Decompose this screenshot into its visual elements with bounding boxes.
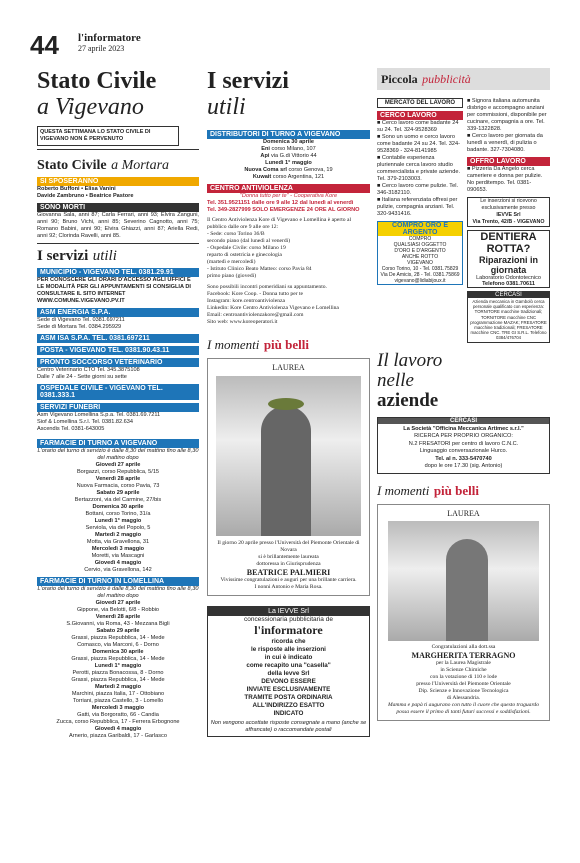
asm-line: Sede di Mortara Tel. 0384.295929 xyxy=(37,324,122,330)
farmacia-entry: Grassi, piazza Repubblica, 14 - Mede xyxy=(71,677,165,683)
ievve-ad-line: TRAMITE POSTA ORDINARIA xyxy=(244,694,333,701)
farmacia-entry: Grassi, piazza Repubblica, 14 - Mede xyxy=(71,635,165,641)
farmacia-entry: Motta, via Gravellona, 31 xyxy=(86,539,150,545)
laurea-label: LAUREA xyxy=(447,508,480,518)
momenti-title-accent: più belli xyxy=(433,482,479,498)
laurea-caption: Congratulazioni alla dott.ssa xyxy=(431,643,496,650)
funebri-header: SERVIZI FUNEBRI xyxy=(37,403,199,412)
cerco-item: ■ Cerco lavoro come pulizie. Tel. 346-3182110. xyxy=(377,183,458,196)
laurea-card xyxy=(377,504,550,721)
farmacia-day: Venerdì 28 aprile xyxy=(95,614,141,620)
distributore-entry xyxy=(207,146,370,153)
laurea-wishes: Vivissime congratulazioni e auguri per una brillante carriera. xyxy=(220,577,357,583)
distributore-address: corso Milano, 107 xyxy=(269,146,316,152)
ievve-ad-line: ricorda che xyxy=(271,638,306,645)
column-piccola-pubblicita xyxy=(377,68,550,721)
antiviolenza-line: Il Centro Antiviolenza Kore di Vigevano e Lomellina è aperto al pubblico dalle ore 9 alle ore 12: xyxy=(207,217,352,230)
person-silhouette xyxy=(261,406,311,536)
offro-header: OFFRO LAVORO xyxy=(467,157,550,166)
farmacia-entry: Grassi, piazza Repubblica, 14 - Mede xyxy=(71,656,165,662)
farmacia-day: Giovedì 4 maggio xyxy=(94,560,142,566)
compro-line: COMPRO xyxy=(408,236,432,242)
farmacia-day: Giovedì 27 aprile xyxy=(95,600,141,606)
distributore-name: Api xyxy=(260,153,270,159)
piccola-title-sub: pubblicità xyxy=(422,72,471,86)
farmacia-entry: Borgazzi, corso Repubblica, 5/15 xyxy=(76,469,160,475)
cerco-item: ■ Sono un uomo e cerco lavoro come badante 24 su 24. Tel. 324-9528369 - 324-8141985 xyxy=(377,134,460,154)
momenti-title xyxy=(377,482,550,500)
antiviolenza-line: Email: centroantiviolenzakore@gmail.com xyxy=(207,312,304,318)
compro-line: ANCHE ROTTO xyxy=(401,254,439,260)
antiviolenza-tel: Tel. 351.9521151 dalle ore 9 alle 12 dal lunedì al venerdì xyxy=(207,200,354,206)
morti-header: SONO MORTI xyxy=(37,203,199,212)
cerco-header: CERCO LAVORO xyxy=(377,111,463,120)
mortara-title-sub: a Mortara xyxy=(111,158,170,173)
distributori-header: DISTRIBUTORI DI TURNO A VIGEVANO xyxy=(207,130,370,139)
pronto-header: PRONTO SOCCORSO VETERINARIO xyxy=(37,358,199,367)
momenti-title-main: I momenti xyxy=(377,482,430,498)
cerco-item: ■ Cerco lavoro come badante 24 su 24. Tel. 324-9528369 xyxy=(377,120,459,133)
cerco-item: ■ Italiana referenziata offresi per pulizie, compagnia anziani. Tel. 320-9431416. xyxy=(377,197,458,217)
distributore-entry xyxy=(207,153,370,160)
servizi-title-main: I servizi xyxy=(37,248,89,264)
column-servizi xyxy=(207,68,370,737)
cercasi-line: Linguaggio conversazionale Hurco. xyxy=(419,448,508,455)
cercasi-text: Azienda meccanica in Gambolò cerca personale qualificato con esperienza: TORNITORE macchine tradizionali; TORNITORE macchine CNC programmazione MAZAK; FRESATORE macchine tradizionali; FRESATORE macchine CNC. TRE GI S.R.L. Telefono 0384/476704 xyxy=(470,299,547,341)
compro-body xyxy=(378,236,462,284)
farmacia-day: Mercoledì 3 maggio xyxy=(91,546,145,552)
farmacia-day: Lunedì 1° maggio xyxy=(94,518,142,524)
inserzioni-line: Via Trento, 42/B - VIGEVANO xyxy=(472,219,545,225)
farmacia-entry: Torriani, piazza Castello, 3 - Lomello xyxy=(72,698,164,704)
lavoro-title xyxy=(377,351,550,411)
spose-item: Davide Zambruno • Beatrice Pastore xyxy=(37,193,134,199)
compro-line: Corso Torino, 10 - Tel. 0381.75829 xyxy=(381,266,459,272)
farmacie-vigevano-note: L'orario del turno di servizio è dalle 8,30 del mattino fino alle 8,30 del mattino dopo xyxy=(37,448,199,461)
spose-item: Roberto Buffoni • Elisa Vanini xyxy=(37,186,116,192)
antiviolenza-sub: "Donna tutto per te" - Cooperativa Kore xyxy=(239,193,338,199)
laurel-wreath xyxy=(268,398,304,410)
farmacia-entry: Arnerio, piazza Garibaldi, 17 - Garlasco xyxy=(69,733,167,739)
ievve-ad xyxy=(207,606,370,737)
distributore-entry xyxy=(207,174,370,181)
section-title: Stato Civile xyxy=(37,68,157,94)
farmacia-day: Mercoledì 3 maggio xyxy=(91,705,145,711)
farmacia-entry: Nuova Farmacia, corso Pavia, 73 xyxy=(76,483,160,489)
farmacia-entry: S.Giovanni, via Roma, 43 - Mezzana Bigli xyxy=(66,621,170,627)
laurea-signature: I nonni Antonio e Maria Rosa. xyxy=(254,584,323,590)
cercasi-line: La Società "Officina Meccanica Artimec s.r.l." xyxy=(403,425,524,432)
ievve-ad-brand: l'informatore xyxy=(254,623,323,637)
antiviolenza-line: Instagram: kore.centroantiviolenza xyxy=(207,298,285,304)
distributore-name: Nuova Coma srl xyxy=(244,167,287,173)
antiviolenza-line: reparto di ostetricia e ginecologia xyxy=(207,252,282,258)
ads-right xyxy=(467,98,550,343)
person-silhouette xyxy=(446,539,488,641)
farmacia-day: Giovedì 4 maggio xyxy=(94,726,142,732)
ad-item: ■ Cerco lavoro per giornata da lunedì a venerdì, di pulizia o badante. 327-7304080. xyxy=(467,133,543,153)
graduate-photo xyxy=(388,521,539,641)
ievve-ad-line: concessionaria pubblicitaria de xyxy=(244,616,333,623)
spose-header: SI SPOSERANNO xyxy=(37,177,199,186)
ievve-ad-top: La IEVVE Srl xyxy=(208,607,369,616)
lavoro-title-line: nelle xyxy=(377,369,414,391)
ads-left xyxy=(377,98,463,343)
compro-line: VIGEVANO xyxy=(407,260,433,266)
farmacia-entry: Cervio, via Gravellona, 142 xyxy=(84,567,152,573)
farmacia-day: Lunedì 1° maggio xyxy=(94,663,142,669)
servizi-title-sub: utili xyxy=(92,248,117,264)
issue-date: 27 aprile 2023 xyxy=(78,44,125,53)
antiviolenza-line: Sono possibili incontri pomeridiani su appuntamento. xyxy=(207,284,327,290)
farmacia-day: Sabato 29 aprile xyxy=(96,490,140,496)
antiviolenza-body xyxy=(207,217,370,326)
lavoro-title-bold: aziende xyxy=(377,389,439,411)
laurea-label: LAUREA xyxy=(272,363,305,372)
compro-title: COMPRO ORO E ARGENTO xyxy=(378,222,462,236)
farmacia-day: Martedì 2 maggio xyxy=(94,684,141,690)
cercasi-header: CERCASI xyxy=(468,292,549,298)
antiviolenza-line: primo piano (giovedì) xyxy=(207,273,257,279)
compro-line: D'ORO E D'ARGENTO xyxy=(394,248,446,254)
inserzioni-line: Le inserzioni si ricevono xyxy=(480,198,537,204)
farmacia-entry: Moretti, via Mascagni xyxy=(91,553,145,559)
cercasi-box-header: CERCASI xyxy=(378,418,549,424)
laurea-detail: di Alessandria. xyxy=(446,694,481,701)
laurea-caption: dottoressa in Giurisprudenza xyxy=(256,561,321,567)
laurea-detail: con la votazione di 110 e lode xyxy=(430,673,497,680)
distributore-name: Domenica 30 aprile xyxy=(263,139,314,145)
farmacia-entry: Serviola, via del Popolo, 5 xyxy=(85,525,151,531)
antiviolenza-line: (martedì e mercoledì) xyxy=(207,259,256,265)
distributore-entry xyxy=(207,167,370,174)
cerco-list xyxy=(377,120,463,218)
cercasi-ad xyxy=(467,291,550,343)
mortara-title-main: Stato Civile xyxy=(37,158,107,173)
momenti-title xyxy=(207,336,370,354)
ad-item: ■ Signora italiana automunita disbrigo e accompagno anziani per commissioni, disponibile per cucinare, compagnia a ore. Tel. 339-1322828. xyxy=(467,98,547,132)
municipio-header: MUNICIPIO - VIGEVANO TEL. 0381.29.91 xyxy=(37,268,199,277)
compro-ad xyxy=(377,221,463,285)
ievve-ad-lines xyxy=(208,638,369,718)
posta-header: POSTA - VIGEVANO TEL. 0381.90.43.11 xyxy=(37,346,199,355)
cercasi-line: RICERCA PER PROPRIO ORGANICO: xyxy=(414,433,513,440)
farmacia-entry: Gatti, via Borgoratto, 66 - Candia xyxy=(77,712,159,718)
pronto-line: Dalle 7 alle 24 - Sette giorni su sette xyxy=(37,374,127,380)
municipio-text: PER CONOSCERE GLI ORARI D'ACCESSO AGLI UFFICI E LE MODALITÀ PER GLI APPUNTAMENTI SI CONSIGLIA DI CONSULTARE IL SITO INTERNET WWW.COMUNE.VIGEVANO.PV.IT xyxy=(37,277,191,304)
farmacia-entry: Perotti, piazza Bonacossa, 8 - Dorno xyxy=(72,670,164,676)
inserzioni-line: IEVVE Srl xyxy=(496,212,521,218)
ievve-ad-line: della Ievve Srl xyxy=(267,670,310,677)
antiviolenza-line: Facebook: Kore Coop. - Donna tutto per te xyxy=(207,291,304,297)
ievve-ad-foot: Non vengono accettate risposte consegnate a mano (anche se affrancate) o raccomandate postali xyxy=(210,720,367,733)
farmacia-day: Venerdì 28 aprile xyxy=(95,476,141,482)
laurea-caption: Il giorno 20 aprile presso l'Università del Piemonte Orientale di Novara xyxy=(217,540,360,553)
farmacia-entry: Bottani, corso Torino, 31/a xyxy=(85,511,151,517)
laurea-detail: per la Laurea Magistrale xyxy=(436,659,491,666)
antiviolenza-line: - Sede: corso Torino 36/B xyxy=(207,231,265,237)
distributore-name: Kuwait xyxy=(252,174,272,180)
antiviolenza-line: secondo piano (dal lunedì al venerdì) xyxy=(207,238,291,244)
mortara-title xyxy=(37,156,199,174)
cerco-item: ■ Contabile esperienza pluriennale cerca lavoro studio commercialista e private aziende. Tel. 379-2103003. xyxy=(377,155,461,182)
distributore-address: corso Argentina, 121 xyxy=(271,174,325,180)
distributore-name: Eni xyxy=(261,146,270,152)
laurea-detail: presso l'Università del Piemonte Orientale xyxy=(416,680,511,687)
page-header xyxy=(30,30,550,60)
farmacia-entry: Zucca, corso Repubblica, 17 - Ferrera Erbognone xyxy=(56,719,180,725)
inserzioni-box xyxy=(467,197,550,227)
ievve-ad-line: ALL'INDIRIZZO ESATTO xyxy=(252,702,325,709)
funebri-line: Siof & Lomellina S.r.l. Tel. 0381.82.634 xyxy=(37,419,133,425)
piccola-title-bar xyxy=(377,68,550,90)
laurea-caption: si è brillantemente laureata xyxy=(258,554,319,560)
compro-line: QUALSIASI OGGETTO xyxy=(393,242,447,248)
compro-line: vigevano@lidiabijoux.it xyxy=(394,278,446,284)
ievve-ad-line: INDICATO xyxy=(273,710,304,717)
distributore-address: corso Genova, 19 xyxy=(286,167,333,173)
farmacia-entry: Marchini, piazza Italia, 17 - Ottobiano xyxy=(71,691,165,697)
farmacia-day: Domenica 30 aprile xyxy=(92,649,144,655)
farmacia-day: Sabato 29 aprile xyxy=(96,628,140,634)
servizi-title xyxy=(37,247,199,265)
piccola-title-main: Piccola xyxy=(381,72,418,86)
laurea-card xyxy=(207,358,370,596)
page-number: 44 xyxy=(30,30,59,60)
cercasi-line: Tel. al n. 333-5470740 xyxy=(435,455,492,462)
funebri-line: Ascendis Tel. 0381-643005 xyxy=(37,426,105,432)
momenti-title-main: I momenti xyxy=(207,337,260,352)
farmacie-lomellina-note: L'orario del turno di servizio è dalle 8,30 del mattino fino alle 8,30 del mattino dopo xyxy=(37,586,199,599)
section-title: I servizi xyxy=(207,68,289,94)
ievve-ad-line: INVIATE ESCLUSIVAMENTE xyxy=(246,686,331,693)
ads-grid xyxy=(377,98,550,343)
ievve-ad-line: le risposte alle inserzioni xyxy=(251,646,326,653)
pronto-line: Centro Veterinario CTO Tel. 345.3875108 xyxy=(37,367,140,373)
graduate-name: BEATRICE PALMIERI xyxy=(246,568,331,577)
brand-name: l'informatore xyxy=(78,32,141,44)
section-subtitle: a Vigevano xyxy=(37,94,144,120)
graduate-name: MARGHERITA TERRAGNO xyxy=(411,650,516,660)
antiviolenza-line: - Ospedale Civile: corso Milano 19 xyxy=(207,245,286,251)
momenti-title-accent: più belli xyxy=(263,337,309,352)
dentiera-ad xyxy=(467,230,550,288)
ievve-ad-line: DEVONO ESSERE xyxy=(261,678,316,685)
antiviolenza-line: - Istituto Clinico Beato Matteo: corso Pavia 84 xyxy=(207,266,312,272)
farmacie-lomellina-header: FARMACIE DI TURNO IN LOMELLINA xyxy=(37,577,199,586)
antiviolenza-tel: Tel. 349-2827999 SOLO EMERGENZE 24 ORE AL GIORNO xyxy=(207,207,360,213)
farmacia-entry: Comasco, via Marconi, 6 - Dorno xyxy=(77,642,159,648)
dentiera-lab: Laboratorio Odontotecnico xyxy=(476,275,541,281)
laurea-details xyxy=(382,660,545,702)
asm-isa-header: ASM ISA S.P.A. TEL. 0381.697211 xyxy=(37,334,199,343)
laurea-detail: Dip. Scienze e Innovazione Tecnologica xyxy=(418,687,509,694)
antiviolenza-line: Sito web: www.koreoperatori.it xyxy=(207,319,278,325)
laurea-wishes: Mamma e papà ti augurano con tutto il cuore che questo traguardo possa essere il primo di tanti futuri successi e soddisfazioni. xyxy=(387,701,540,715)
antiviolenza-header: CENTRO ANTIVIOLENZA xyxy=(207,184,370,193)
graduate-photo xyxy=(216,376,361,536)
cercasi-box xyxy=(377,417,550,474)
mercato-label: MERCATO DEL LAVORO xyxy=(377,98,463,108)
ievve-ad-line: come recapito una "casella" xyxy=(246,662,331,669)
ievve-ad-line: in cui è indicato xyxy=(264,654,313,661)
farmacie-lomellina-list xyxy=(37,600,199,740)
funebri-line: Asm Vigevano Lomellina S.p.a. Tel. 0381.69.7211 xyxy=(37,412,161,418)
farmacie-vigevano-list xyxy=(37,462,199,574)
laurea-detail: in Scienze Chimiche xyxy=(440,666,487,673)
morti-list: Giovanna Sala, anni 87; Carla Ferrari, anni 93; Elvira Zanguni, anni 90; Bruno Vichi, anni 85; Severino Cagnotto, anni 75; Romano Babini, anni 90; Elvira Ghiazzi, anni 87; Ariella Redi, anni 92; Clorinda Ravelli, anni 85. xyxy=(37,212,199,239)
farmacia-entry: Gippone, via Belotti, 6/8 - Robbio xyxy=(76,607,160,613)
distributori-list xyxy=(207,139,370,181)
farmacia-entry: Bertazzoni, via del Carmine, 27/bis xyxy=(74,497,162,503)
offro-item: ■ Pizzeria Da Angelo cerca cameriere e donna per pulizie. No perditempo. Tel. 0381-090653. xyxy=(467,166,543,193)
dentiera-subtitle: Riparazioni in giornata xyxy=(478,255,538,275)
lavoro-title-line: Il lavoro xyxy=(377,349,443,371)
column-stato-civile xyxy=(37,68,199,740)
distributore-entry xyxy=(207,139,370,146)
distributore-entry xyxy=(207,160,370,167)
farmacia-day: Domenica 30 aprile xyxy=(92,504,144,510)
dentiera-tel: Telefono 0381.70611 xyxy=(482,281,535,287)
inserzioni-line: esclusivamente presso xyxy=(481,205,536,211)
farmacie-vigevano-header: FARMACIE DI TURNO A VIGEVANO xyxy=(37,439,199,448)
asm-line: Sede di Vigevano Tel. 0381.697211 xyxy=(37,317,125,323)
compro-line: Via De Amicis, 28 - Tel. 0381.75869 xyxy=(380,272,460,278)
asm-header: ASM ENERGIA S.P.A. xyxy=(37,308,199,317)
farmacia-day: Martedì 2 maggio xyxy=(94,532,141,538)
distributore-address: via G.di Vittorio 44 xyxy=(269,153,317,159)
section-subtitle: utili xyxy=(207,94,246,120)
cercasi-line: N.2 FRESATORI per centro di lavoro C.N.C. xyxy=(408,440,519,447)
cercasi-box-text xyxy=(378,424,549,473)
notice-box: QUESTA SETTIMANA LO STATO CIVILE DI VIGEVANO NON È PERVENUTO xyxy=(37,126,179,146)
ospedale-header: OSPEDALE CIVILE - VIGEVANO TEL. 0381.333.1 xyxy=(37,384,199,400)
dentiera-title: DENTIERA ROTTA? xyxy=(480,231,537,255)
antiviolenza-line: Linkedin: Kore Centro Antiviolenza Vigevano e Lomellina xyxy=(207,305,339,311)
farmacia-day: Giovedì 27 aprile xyxy=(95,462,141,468)
cercasi-line: dopo le ore 17.30 (sig. Antonio) xyxy=(424,463,503,470)
distributore-name: Lunedì 1° maggio xyxy=(265,160,312,166)
